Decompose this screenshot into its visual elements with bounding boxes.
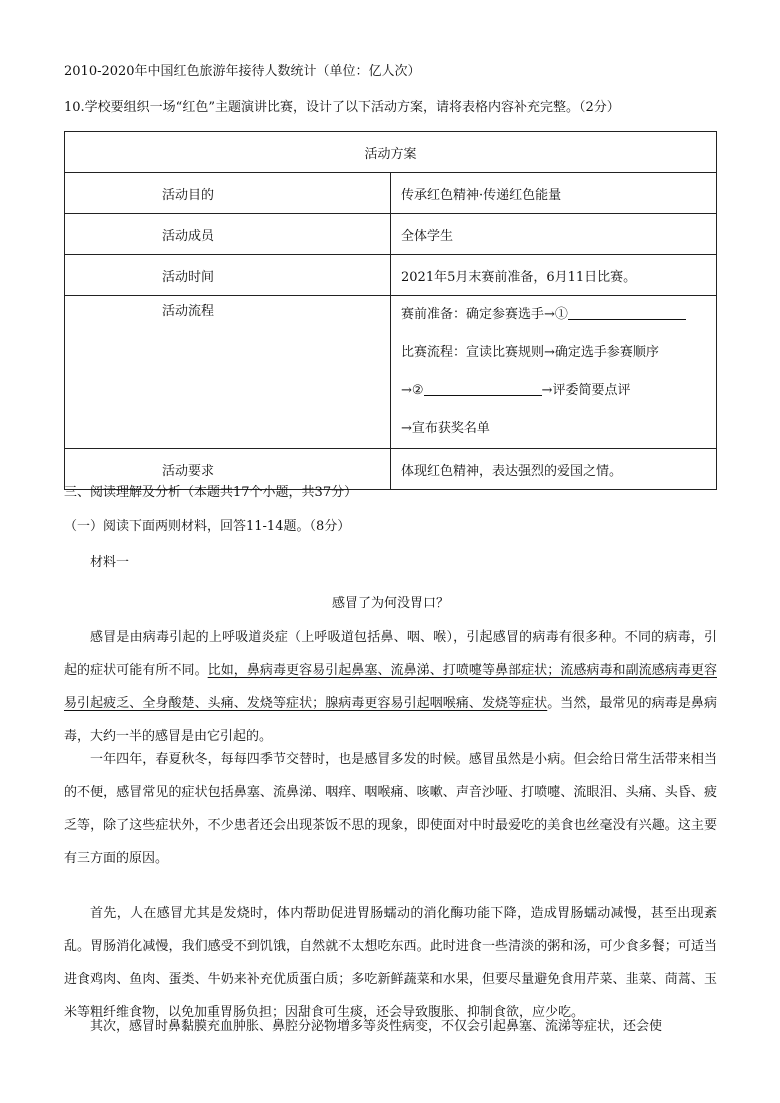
paragraph-1-c: 。当然，最常见的病毒是鼻病毒，大约一半的感冒是由它引起的。 (64, 696, 717, 744)
row-label-requirement: 活动要求 (65, 449, 391, 490)
row-label-purpose: 活动目的 (65, 173, 391, 214)
question-10: 10.学校要组织一场“红色”主题演讲比赛，设计了以下活动方案，请将表格内容补充完整。（2分） (64, 100, 620, 115)
row-label-members: 活动成员 (65, 214, 391, 255)
paragraph-2: 一年四年，春夏秋冬，每每四季节交替时，也是感冒多发的时候。感冒虽然是小病。但会给日常生活带来相当的不便，感冒常见的症状包括鼻塞、流鼻涕、咽痒、咽喉痛、咳嗽、声音沙哑、打喷嚏、流眼泪、头痛、头昏、疲乏等，除了这些症状外，不少患者还会出现茶饭不思的现象，即使面对中时最爱吃的美食也丝毫没有兴趣。这主要有三方面的原因。 (64, 752, 717, 866)
table-row (65, 214, 717, 255)
row-value-requirement: 体现红色精神，表达强烈的爱国之情。 (391, 449, 717, 490)
paragraph-1-a: 感冒是由病毒引起的上呼吸道炎症（上呼吸道包括鼻、咽、喉），引起感冒的病毒有很多种。不同的病毒，引起的症状可能有所不同。 (64, 630, 717, 678)
chart-caption: 2010-2020年中国红色旅游年接待人数统计（单位：亿人次） (64, 64, 421, 79)
plan-title: 活动方案 (65, 132, 717, 173)
flow-line-2: 比赛流程：宣读比赛规则→确定选手参赛顺序 (401, 344, 659, 360)
row-value-time: 2021年5月末赛前准备，6月11日比赛。 (391, 255, 717, 296)
answer-blank-2[interactable] (424, 381, 542, 396)
flow-line-4: →宣布获奖名单 (401, 420, 490, 436)
answer-blank-1[interactable] (568, 305, 686, 320)
paragraph-4: 其次，感冒时鼻黏膜充血肿胀、鼻腔分泌物增多等炎性病变，不仅会引起鼻塞、流涕等症状，还会使 (90, 1019, 663, 1034)
material-1-label: 材料一 (90, 555, 130, 570)
row-label-flow: 活动流程 (65, 296, 391, 449)
article-title: 感冒了为何没胃口？ (331, 596, 449, 611)
section-3-heading: 三、阅读理解及分析（本题共17个小题，共37分） (64, 485, 358, 500)
row-value-members: 全体学生 (391, 214, 717, 255)
paragraph-3: 首先，人在感冒尤其是发烧时，体内帮助促进胃肠蠕动的消化酶功能下降，造成胃肠蠕动减慢，甚至出现紊乱。胃肠消化减慢，我们感受不到饥饿，自然就不太想吃东西。此时进食一些清淡的粥和汤，可少食多餐；可适当进食鸡肉、鱼肉、蛋类、牛奶来补充优质蛋白质；多吃新鲜蔬菜和水果，但要尽量避免食用芹菜、韭菜、茼蒿、玉米等粗纤维食物，以免加重胃肠负担；因甜食可生痰，还会导致腹胀、抑制食欲，应少吃。 (64, 906, 717, 1020)
part-1-heading: （一）阅读下面两则材料，回答11-14题。（8分） (64, 519, 351, 534)
row-value-flow (391, 296, 717, 449)
flow-text-3b: →评委简要点评 (541, 382, 631, 398)
table-row (65, 173, 717, 214)
flow-text-1: 赛前准备：确定参赛选手→① (401, 306, 568, 322)
paragraph-1 (64, 621, 717, 753)
row-value-purpose: 传承红色精神·传递红色能量 (391, 173, 717, 214)
table-row (65, 132, 717, 173)
flow-line-3 (401, 374, 716, 407)
activity-plan-table (64, 131, 717, 490)
table-row (65, 296, 717, 449)
paragraph-1-underlined: 比如，鼻病毒更容易引起鼻塞、流鼻涕、打喷嚏等鼻部症状；流感病毒和副流感病毒更容易引起疲乏、全身酸楚、头痛、发烧等症状；腺病毒更容易引起咽喉痛、发烧等症状 (64, 663, 717, 711)
row-label-time: 活动时间 (65, 255, 391, 296)
flow-line-1 (401, 298, 716, 331)
table-row (65, 255, 717, 296)
flow-text-3a: →② (401, 382, 424, 398)
